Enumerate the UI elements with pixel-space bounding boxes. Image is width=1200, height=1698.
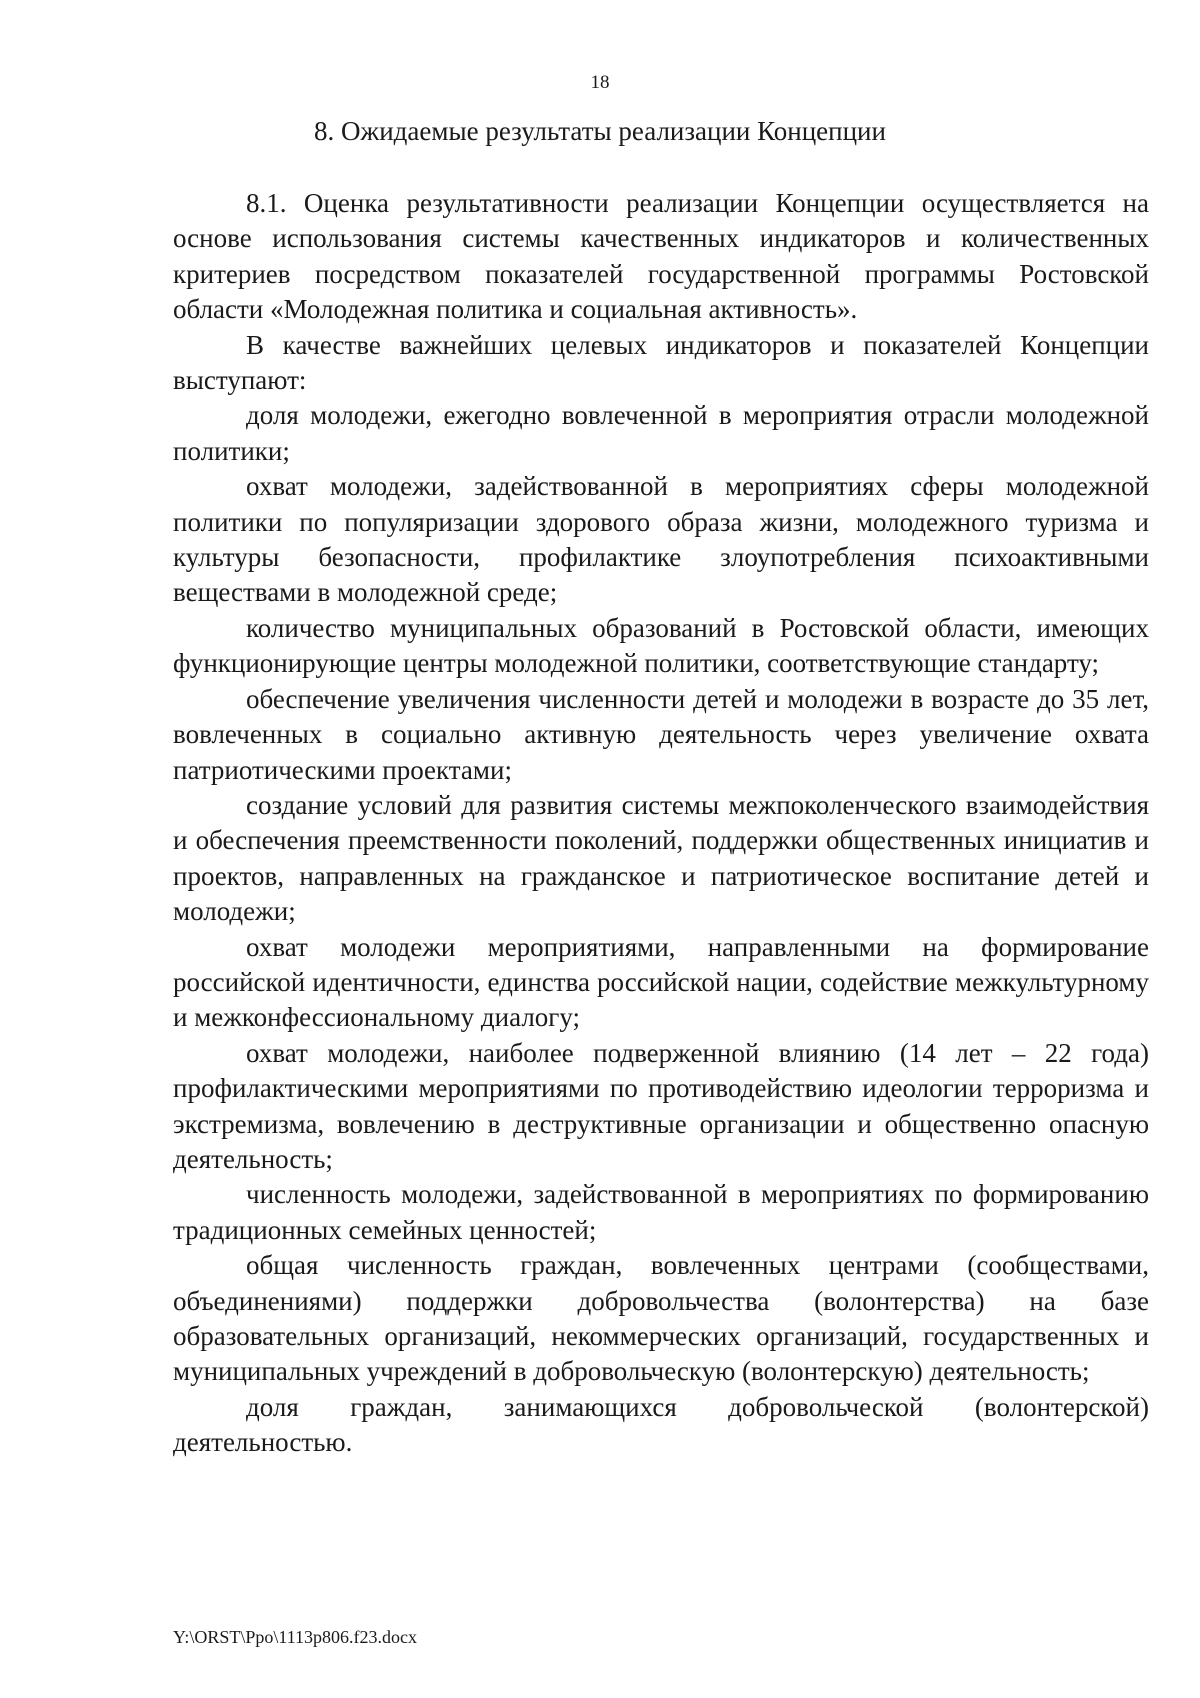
list-item: количество муниципальных образований в Ростовской области, имеющих функционирующие центры молодежной политики, соответствующие стандарту; [173,612,1149,679]
paragraph-indicators-intro: В качестве важнейших целевых индикаторов и показателей Концепции выступают: [173,329,1149,396]
list-item: доля граждан, занимающихся добровольческой (волонтерской) деятельностью. [173,1391,1149,1458]
paragraph-8-1: 8.1. Оценка результативности реализации Концепции осуществляется на основе использования системы качественных индикаторов и количественных критериев посредством показателей государственной программы Ростовской области «Молодежная политика и социальная активность». [173,188,1149,325]
list-item: доля молодежи, ежегодно вовлеченной в мероприятия отрасли молодежной политики; [173,400,1149,466]
list-item: обеспечение увеличения численности детей и молодежи в возрасте до 35 лет, вовлеченных в социально активную деятельность через увеличение охвата патриотическими проектами; [173,683,1149,785]
list-item: охват молодежи, наиболее подверженной влиянию (14 лет – 22 года) профилактическими мероприятиями по противодействию идеологии терроризма и экстремизма, вовлечению в деструктивные организации и общественно опасную деятельность; [173,1037,1149,1174]
page-number: 18 [590,72,610,93]
footer-file-path: Y:\ORST\Ppo\1113p806.f23.docx [173,1627,418,1647]
document-body [173,186,1149,1461]
list-item: охват молодежи мероприятиями, направленными на формирование российской идентичности, единства российской нации, содействие межкультурному и межконфессиональному диалогу; [173,931,1149,1033]
section-heading: 8. Ожидаемые результаты реализации Концепции [314,116,886,146]
list-item: численность молодежи, задействованной в мероприятиях по формированию традиционных семейных ценностей; [173,1179,1149,1245]
list-item: создание условий для развития системы межпоколенческого взаимодействия и обеспечения преемственности поколений, поддержки общественных инициатив и проектов, направленных на гражданское и патриотическое воспитание детей и молодежи; [173,789,1149,927]
list-item: охват молодежи, задействованной в мероприятиях сферы молодежной политики по популяризации здорового образа жизни, молодежного туризма и культуры безопасности, профилактике злоупотребления психоактивными веществами в молодежной среде; [173,471,1149,608]
list-item: общая численность граждан, вовлеченных центрами (сообществами, объединениями) поддержки добровольчества (волонтерства) на базе образовательных организаций, некоммерческих организаций, государственных и муниципальных учреждений в добровольческую (волонтерскую) деятельность; [173,1250,1149,1387]
